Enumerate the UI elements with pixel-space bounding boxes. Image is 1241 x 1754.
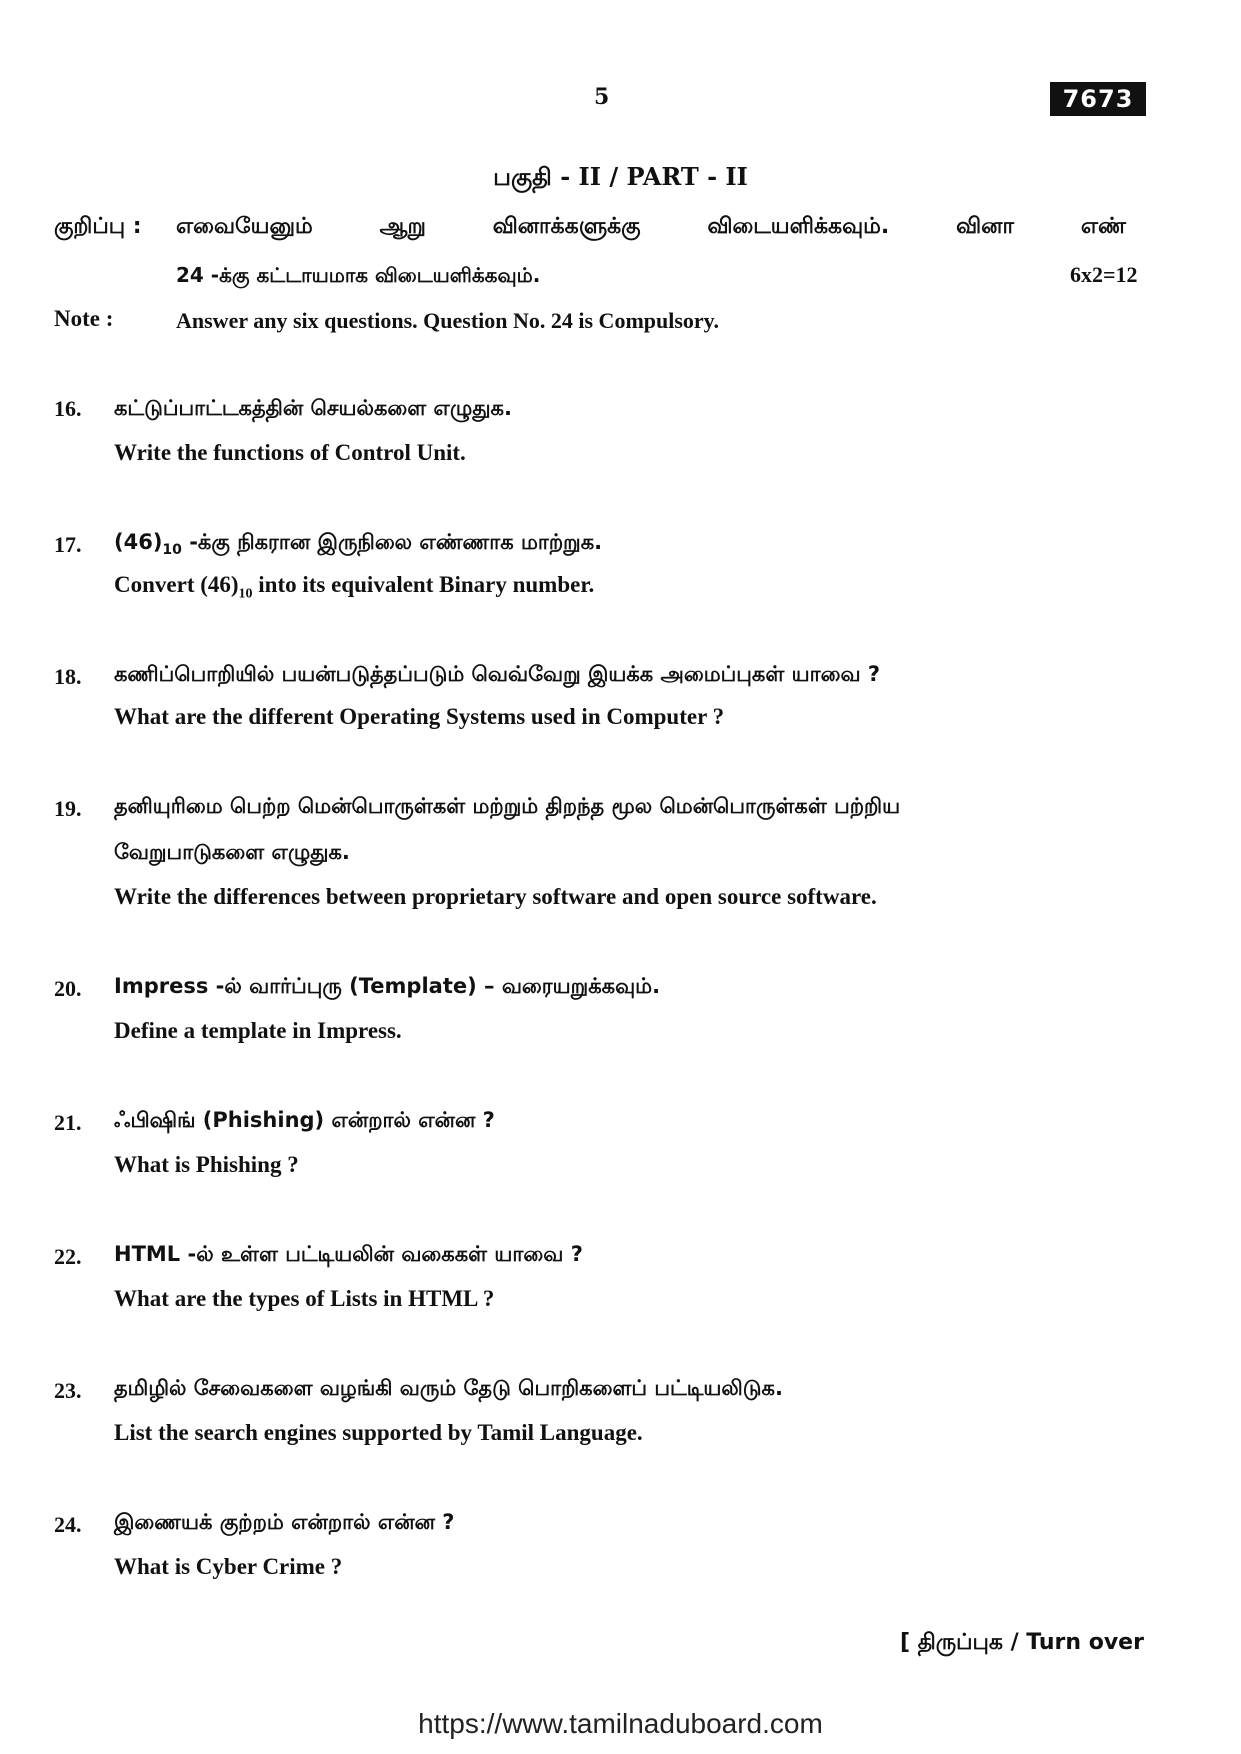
q17-english-subscript: 10: [238, 586, 253, 602]
note-tamil-line-2: 24 -க்கு கட்டாயமாக விடையளிக்கவும்.: [176, 263, 541, 287]
question-23-english: List the search engines supported by Tamil Language.: [114, 1420, 643, 1445]
q17-tamil-base: (46): [114, 530, 163, 554]
question-17-tamil: [114, 530, 602, 558]
question-20-number: 20.: [54, 976, 82, 1001]
question-20-english: Define a template in Impress.: [114, 1018, 402, 1043]
question-24-english: What is Cyber Crime ?: [114, 1554, 343, 1579]
marks-allocation: 6x2=12: [1070, 262, 1138, 287]
question-18-tamil: கணிப்பொறியில் பயன்படுத்தப்படும் வெவ்வேறு இயக்க அமைப்புகள் யாவை ?: [114, 662, 881, 686]
question-19-english: Write the differences between proprietary software and open source software.: [114, 884, 877, 909]
footer-url: https://www.tamilnaduboard.com: [418, 1708, 823, 1739]
question-21-tamil: ஃபிஷிங் (Phishing) என்றால் என்ன ?: [114, 1108, 495, 1132]
part-title: பகுதி - II / PART - II: [493, 162, 748, 191]
question-23-number: 23.: [54, 1378, 82, 1403]
question-21-english: What is Phishing ?: [114, 1152, 299, 1177]
question-17-number: 17.: [54, 532, 82, 557]
note-tamil-label: குறிப்பு :: [54, 214, 142, 239]
question-18-number: 18.: [54, 664, 82, 689]
q17-english-base: Convert (46): [114, 572, 239, 597]
question-22-english: What are the types of Lists in HTML ?: [114, 1286, 495, 1311]
note-tamil-line-1: எவையேனும் ஆறு வினாக்களுக்கு விடையளிக்கவும். வினா எண்: [176, 214, 1126, 239]
question-21-number: 21.: [54, 1110, 82, 1135]
q17-tamil-subscript: 10: [162, 542, 182, 559]
turn-over-note: [ திருப்புக / Turn over: [900, 1630, 1144, 1655]
q17-english-text: into its equivalent Binary number.: [252, 572, 595, 597]
question-16-english: Write the functions of Control Unit.: [114, 440, 466, 465]
question-19-tamil-line-1: தனியுரிமை பெற்ற மென்பொருள்கள் மற்றும் திறந்த மூல மென்பொருள்கள் பற்றிய: [114, 794, 901, 818]
question-22-number: 22.: [54, 1244, 82, 1269]
paper-code-badge: 7673: [1050, 82, 1146, 116]
question-23-tamil: தமிழில் சேவைகளை வழங்கி வரும் தேடு பொறிகளைப் பட்டியலிடுக.: [114, 1376, 783, 1400]
note-english-label: Note :: [54, 306, 114, 331]
question-16-tamil: கட்டுப்பாட்டகத்தின் செயல்களை எழுதுக.: [114, 396, 512, 420]
question-24-tamil: இணையக் குற்றம் என்றால் என்ன ?: [114, 1510, 455, 1534]
note-english-text: Answer any six questions. Question No. 24 is Compulsory.: [176, 308, 719, 333]
question-20-tamil: Impress -ல் வார்ப்புரு (Template) – வரையறுக்கவும்.: [114, 974, 661, 998]
question-18-english: What are the different Operating Systems used in Computer ?: [114, 704, 725, 729]
question-17-english: [114, 572, 594, 603]
question-24-number: 24.: [54, 1512, 82, 1537]
question-19-number: 19.: [54, 796, 82, 821]
page-number: 5: [594, 84, 610, 110]
question-22-tamil: HTML -ல் உள்ள பட்டியலின் வகைகள் யாவை ?: [114, 1242, 583, 1266]
question-19-tamil-line-2: வேறுபாடுகளை எழுதுக.: [114, 840, 350, 864]
q17-tamil-text: -க்கு நிகரான இருநிலை எண்ணாக மாற்றுக.: [181, 530, 603, 554]
question-16-number: 16.: [54, 396, 82, 421]
